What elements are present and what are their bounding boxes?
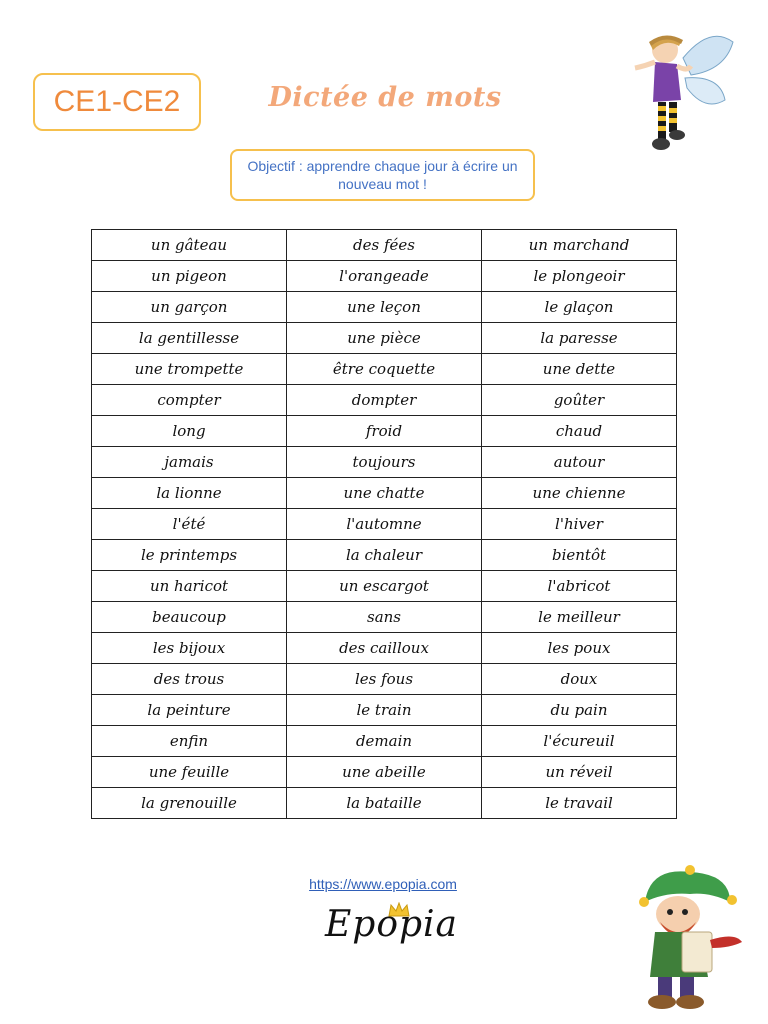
word-cell: une pièce [287,323,482,354]
table-row [92,230,677,261]
word-cell: la peinture [92,695,287,726]
word-cell: un escargot [287,571,482,602]
table-row [92,726,677,757]
word-cell: un pigeon [92,261,287,292]
word-cell: la bataille [287,788,482,819]
brand-logo-text: Epopia [325,904,459,945]
table-row [92,292,677,323]
word-cell: le printemps [92,540,287,571]
word-cell: l'hiver [482,509,677,540]
word-cell: le plongeoir [482,261,677,292]
word-cell: beaucoup [92,602,287,633]
word-cell: toujours [287,447,482,478]
word-cell: le train [287,695,482,726]
word-cell: long [92,416,287,447]
table-row [92,478,677,509]
word-cell: les poux [482,633,677,664]
word-cell: la paresse [482,323,677,354]
table-row [92,385,677,416]
word-table [91,229,677,819]
table-row [92,261,677,292]
table-row [92,416,677,447]
word-cell: l'orangeade [287,261,482,292]
word-cell: le meilleur [482,602,677,633]
site-link[interactable]: https://www.epopia.com [309,876,457,892]
fairy-illustration [625,20,735,160]
table-row [92,509,677,540]
word-cell: une abeille [287,757,482,788]
word-cell: une feuille [92,757,287,788]
word-cell: l'écureuil [482,726,677,757]
table-row [92,695,677,726]
word-cell: l'été [92,509,287,540]
word-cell: les fous [287,664,482,695]
word-cell: des trous [92,664,287,695]
word-cell: une trompette [92,354,287,385]
table-row [92,354,677,385]
word-cell: une leçon [287,292,482,323]
level-badge: CE1-CE2 [33,73,201,131]
word-cell: jamais [92,447,287,478]
objective-box [230,149,535,201]
word-cell: goûter [482,385,677,416]
table-row [92,788,677,819]
word-cell: la gentillesse [92,323,287,354]
objective-text: Objectif : apprendre chaque jour à écrire un nouveau mot ! [247,158,518,192]
brand-logo [325,898,459,973]
word-cell: une chatte [287,478,482,509]
word-cell: un marchand [482,230,677,261]
word-cell: être coquette [287,354,482,385]
table-row [92,447,677,478]
word-cell: un haricot [92,571,287,602]
word-cell: la chaleur [287,540,482,571]
word-cell: autour [482,447,677,478]
table-row [92,664,677,695]
word-cell: du pain [482,695,677,726]
word-cell: les bijoux [92,633,287,664]
word-cell: dompter [287,385,482,416]
word-cell: le travail [482,788,677,819]
table-row [92,571,677,602]
word-cell: des cailloux [287,633,482,664]
word-cell: sans [287,602,482,633]
word-cell: bientôt [482,540,677,571]
word-cell: une chienne [482,478,677,509]
word-cell: froid [287,416,482,447]
word-cell: demain [287,726,482,757]
word-cell: des fées [287,230,482,261]
word-cell: enfin [92,726,287,757]
table-row [92,757,677,788]
page-title: Dictée de mots [268,82,502,113]
word-cell: une dette [482,354,677,385]
word-cell: un garçon [92,292,287,323]
word-cell: compter [92,385,287,416]
word-cell: la lionne [92,478,287,509]
word-cell: doux [482,664,677,695]
word-cell: l'automne [287,509,482,540]
table-row [92,633,677,664]
word-cell: un réveil [482,757,677,788]
table-row [92,602,677,633]
elf-illustration [630,862,750,1012]
word-cell: un gâteau [92,230,287,261]
word-cell: le glaçon [482,292,677,323]
table-row [92,323,677,354]
table-row [92,540,677,571]
word-cell: chaud [482,416,677,447]
word-cell: l'abricot [482,571,677,602]
word-cell: la grenouille [92,788,287,819]
